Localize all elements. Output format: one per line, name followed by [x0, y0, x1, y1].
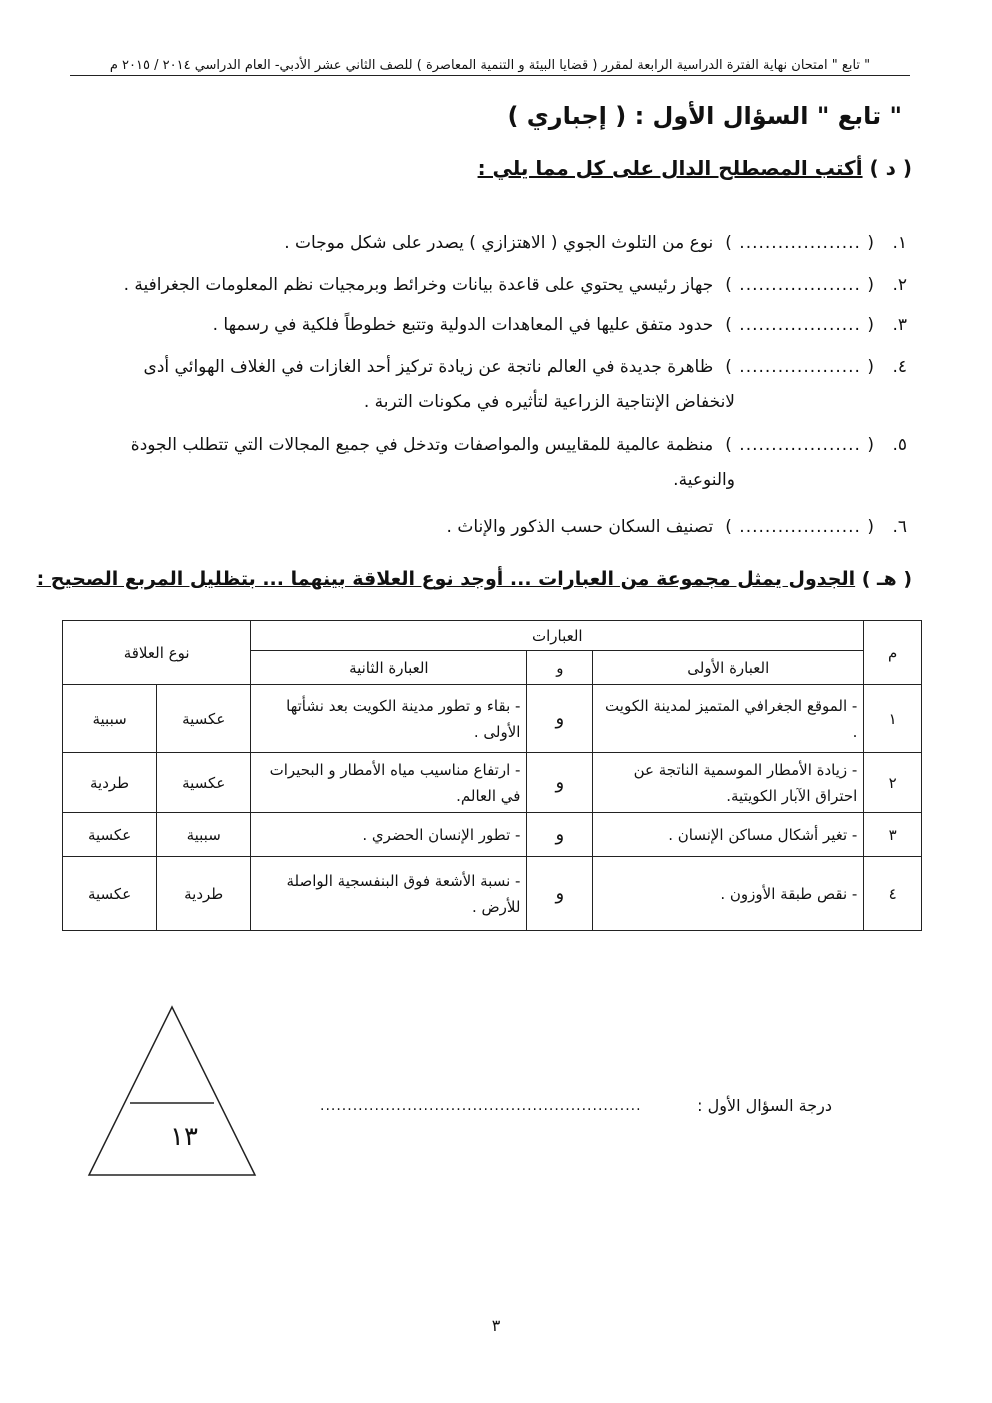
table-row	[63, 857, 922, 931]
row-number: ١	[864, 685, 922, 753]
waw-connector: و	[527, 813, 593, 857]
question-title: " تابع " السؤال الأول : ( إجباري )	[507, 102, 902, 130]
relation-option[interactable]: طردية	[157, 857, 251, 931]
exam-header: " تابع " امتحان نهاية الفترة الدراسية الرابعة لمقرر ( قضايا البيئة و التنمية المعاصرة ) للصف الثاني عشر الأدبي- العام الدراسي ٢٠١٤ / ٢٠١٥ م	[70, 58, 910, 76]
relation-option[interactable]: عكسية	[157, 685, 251, 753]
relation-option[interactable]: طردية	[63, 753, 157, 813]
term-item-1	[67, 226, 907, 261]
answer-blank[interactable]: ( ................... )	[725, 517, 875, 537]
answer-blank[interactable]: ( ................... )	[725, 233, 875, 253]
first-statement: - الموقع الجغرافي المتميز لمدينة الكويت .	[593, 685, 864, 753]
waw-connector: و	[527, 753, 593, 813]
item-number: ٦.	[892, 517, 907, 537]
table-row	[63, 753, 922, 813]
item-number: ٥.	[892, 435, 907, 455]
col-header-first: العبارة الأولى	[593, 651, 864, 685]
waw-connector: و	[527, 857, 593, 931]
item-text-continued: لانخفاض الإنتاجية الزراعية لتأثيره في مكونات التربة .	[363, 392, 735, 412]
relationship-table	[62, 620, 922, 931]
item-text: تصنيف السكان حسب الذكور والإناث .	[446, 517, 714, 537]
table-row	[63, 685, 922, 753]
section-h-instruction: الجدول يمثل مجموعة من العبارات ... أوجد نوع العلاقة بينهما ... بتظليل المربع الصحيح :	[36, 568, 856, 590]
col-header-waw: و	[527, 651, 593, 685]
section-h-title	[37, 568, 912, 590]
term-item-6	[67, 510, 907, 545]
table-row	[63, 813, 922, 857]
section-h-label: ( هـ )	[861, 568, 912, 590]
page-number: ٣	[491, 1316, 501, 1335]
col-header-second: العبارة الثانية	[251, 651, 527, 685]
item-number: ٢.	[892, 275, 907, 295]
item-number: ١.	[892, 233, 907, 253]
first-statement: - نقص طبقة الأوزون .	[593, 857, 864, 931]
item-text: منظمة عالمية للمقاييس والمواصفات وتدخل في جميع المجالات التي تتطلب الجودة	[130, 435, 714, 455]
answer-blank[interactable]: ( ................... )	[725, 315, 875, 335]
answer-blank[interactable]: ( ................... )	[725, 357, 875, 377]
section-d-title	[478, 156, 912, 180]
term-item-4	[67, 350, 907, 420]
answer-blank[interactable]: ( ................... )	[725, 435, 875, 455]
relation-option[interactable]: عكسية	[63, 813, 157, 857]
section-d-instruction: أكتب المصطلح الدال على كل مما يلي :	[477, 156, 863, 180]
item-number: ٣.	[892, 315, 907, 335]
item-text: جهاز رئيسي يحتوي على قاعدة بيانات وخرائط وبرمجيات نظم المعلومات الجغرافية .	[123, 275, 714, 295]
max-score: ١٣	[170, 1122, 198, 1152]
item-number: ٤.	[892, 357, 907, 377]
relation-option[interactable]: عكسية	[157, 753, 251, 813]
section-d-label: ( د )	[869, 156, 912, 180]
grade-blank[interactable]: ...........................................................	[320, 1098, 642, 1114]
col-header-statements: العبارات	[251, 621, 864, 651]
relation-option[interactable]: سببية	[63, 685, 157, 753]
relation-option[interactable]: عكسية	[63, 857, 157, 931]
item-text: ظاهرة جديدة في العالم ناتجة عن زيادة تركيز أحد الغازات في الغلاف الهوائي أدى	[143, 357, 714, 377]
first-statement: - تغير أشكال مساكن الإنسان .	[593, 813, 864, 857]
item-text: حدود متفق عليها في المعاهدات الدولية وتتبع خطوطاً فلكية في رسمها .	[212, 315, 714, 335]
waw-connector: و	[527, 685, 593, 753]
term-item-2	[67, 268, 907, 303]
item-text-continued: والنوعية.	[673, 470, 735, 490]
term-item-3	[67, 308, 907, 343]
second-statement: - نسبة الأشعة فوق البنفسجية الواصلة للأرض .	[251, 857, 527, 931]
term-item-5	[67, 428, 907, 498]
row-number: ٢	[864, 753, 922, 813]
relation-option[interactable]: سببية	[157, 813, 251, 857]
second-statement: - بقاء و تطور مدينة الكويت بعد نشأتها الأولى .	[251, 685, 527, 753]
second-statement: - تطور الإنسان الحضري .	[251, 813, 527, 857]
grade-label: درجة السؤال الأول :	[697, 1096, 832, 1115]
col-header-m: م	[864, 621, 922, 685]
item-text: نوع من التلوث الجوي ( الاهتزازي ) يصدر على شكل موجات .	[284, 233, 714, 253]
row-number: ٤	[864, 857, 922, 931]
second-statement: - ارتفاع مناسيب مياه الأمطار و البحيرات في العالم.	[251, 753, 527, 813]
first-statement: - زيادة الأمطار الموسمية الناتجة عن احتراق الآبار الكويتية.	[593, 753, 864, 813]
row-number: ٣	[864, 813, 922, 857]
answer-blank[interactable]: ( ................... )	[725, 275, 875, 295]
col-header-relation: نوع العلاقة	[63, 621, 251, 685]
